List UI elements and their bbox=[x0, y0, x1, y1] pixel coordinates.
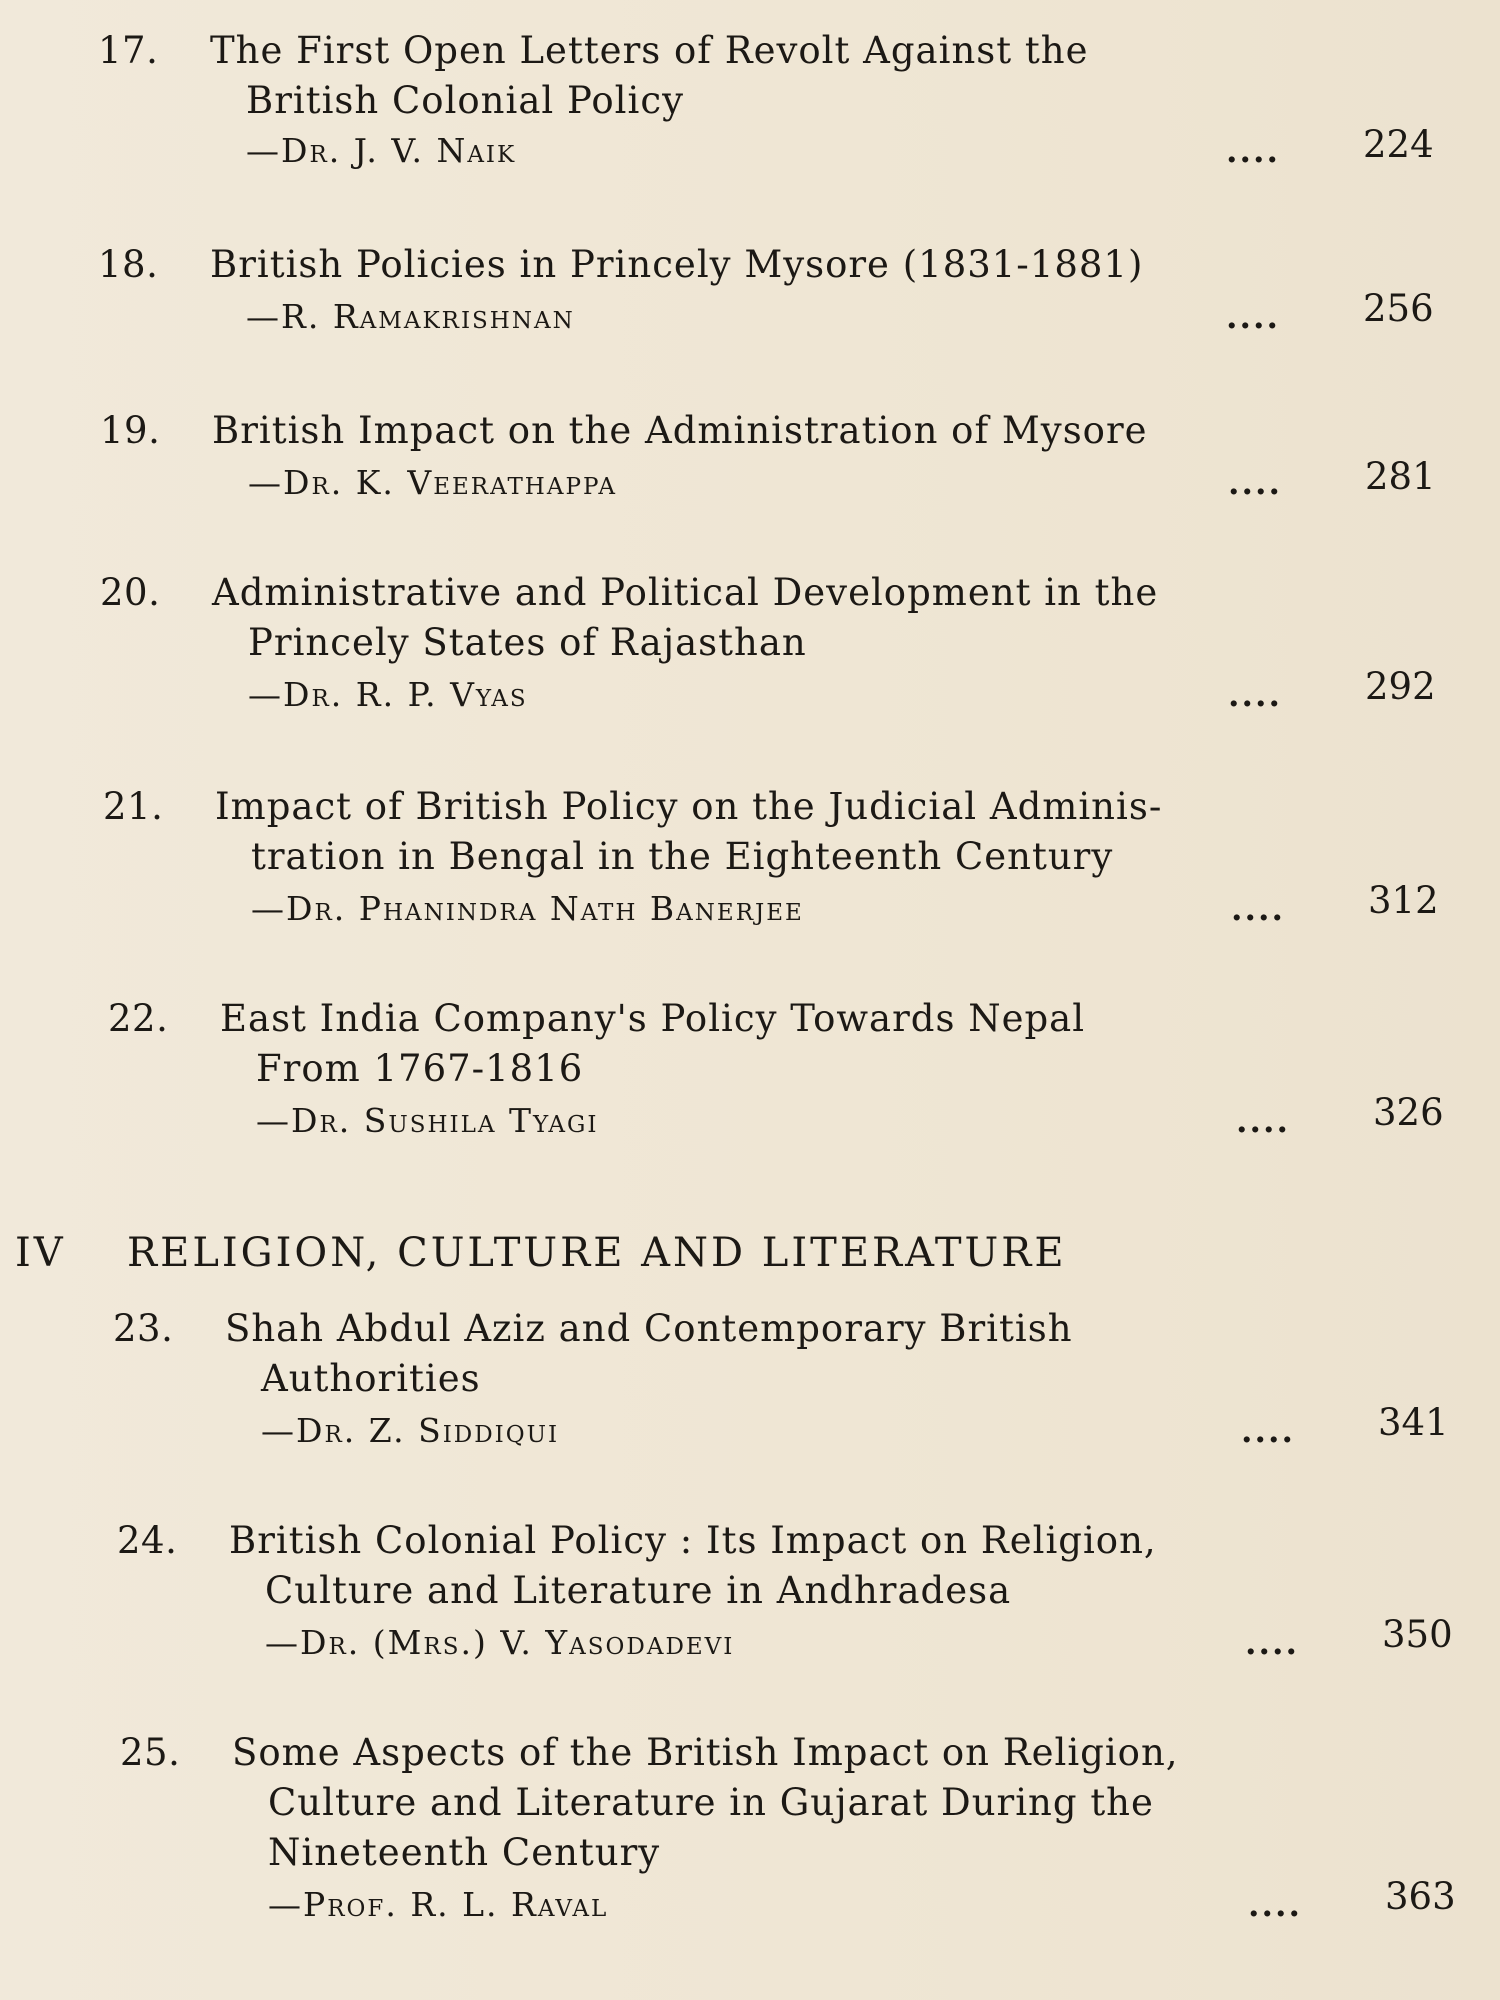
leader-dots: .... bbox=[1236, 1101, 1290, 1140]
entry-author: —Dr. J. V. Naik bbox=[246, 131, 517, 170]
leader-dots: .... bbox=[1241, 1411, 1295, 1450]
entry-number: 23. bbox=[113, 1307, 174, 1350]
entry-author: —Prof. R. L. Raval bbox=[268, 1885, 609, 1924]
page-number: 312 bbox=[1368, 879, 1439, 922]
entry-author: —Dr. Sushila Tyagi bbox=[256, 1101, 599, 1140]
entry-author: —Dr. K. Veerathappa bbox=[248, 463, 617, 502]
entry-title bbox=[232, 1728, 1407, 1878]
title-line: Authorities bbox=[261, 1357, 481, 1400]
title-line: Nineteenth Century bbox=[268, 1831, 661, 1874]
title-line: British Impact on the Administration of Mysore bbox=[212, 409, 1148, 452]
title-line: tration in Bengal in the Eighteenth Century bbox=[251, 835, 1114, 878]
leader-dots: .... bbox=[1228, 463, 1282, 502]
page-number: 363 bbox=[1385, 1875, 1456, 1918]
section-numeral: IV bbox=[15, 1230, 66, 1276]
entry-title bbox=[215, 782, 1390, 882]
entry-number: 24. bbox=[117, 1519, 178, 1562]
entry-title bbox=[225, 1304, 1400, 1404]
entry-title bbox=[210, 26, 1385, 126]
entry-number: 22. bbox=[108, 997, 169, 1040]
section-heading bbox=[15, 1226, 1067, 1280]
entry-number: 25. bbox=[120, 1731, 181, 1774]
entry-number: 20. bbox=[100, 571, 161, 614]
page-number: 281 bbox=[1365, 455, 1436, 498]
entry-number: 21. bbox=[103, 785, 164, 828]
entry-title bbox=[212, 406, 1387, 456]
entry-number: 17. bbox=[98, 29, 159, 72]
page-number: 224 bbox=[1363, 123, 1434, 166]
page-number: 341 bbox=[1378, 1401, 1449, 1444]
leader-dots: .... bbox=[1248, 1885, 1302, 1924]
entry-title bbox=[220, 994, 1395, 1094]
entry-author: —R. Ramakrishnan bbox=[246, 297, 575, 336]
entry-title bbox=[229, 1516, 1404, 1616]
page-number: 292 bbox=[1365, 665, 1436, 708]
entry-title bbox=[210, 240, 1385, 290]
leader-dots: .... bbox=[1226, 131, 1280, 170]
entry-author: —Dr. Phanindra Nath Banerjee bbox=[251, 889, 804, 928]
title-line: British Colonial Policy : Its Impact on Religion, bbox=[229, 1519, 1157, 1562]
entry-author: —Dr. (Mrs.) V. Yasodadevi bbox=[265, 1623, 735, 1662]
title-line: From 1767-1816 bbox=[256, 1047, 584, 1090]
title-line: Impact of British Policy on the Judicial Adminis- bbox=[215, 785, 1163, 828]
title-line: Administrative and Political Development in the bbox=[212, 571, 1159, 614]
title-line: Princely States of Rajasthan bbox=[248, 621, 807, 664]
entry-author: —Dr. R. P. Vyas bbox=[248, 675, 528, 714]
entry-number: 18. bbox=[98, 243, 159, 286]
title-line: British Policies in Princely Mysore (1831-1881) bbox=[210, 243, 1144, 286]
page-number: 256 bbox=[1363, 287, 1434, 330]
entry-number: 19. bbox=[100, 409, 161, 452]
page-number: 326 bbox=[1373, 1091, 1444, 1134]
leader-dots: .... bbox=[1245, 1623, 1299, 1662]
leader-dots: .... bbox=[1228, 675, 1282, 714]
entry-author: —Dr. Z. Siddiqui bbox=[261, 1411, 560, 1450]
page-number: 350 bbox=[1382, 1613, 1453, 1656]
title-line: The First Open Letters of Revolt Against the bbox=[210, 29, 1089, 72]
title-line: Culture and Literature in Gujarat During the bbox=[268, 1781, 1154, 1824]
leader-dots: .... bbox=[1231, 889, 1285, 928]
section-title: RELIGION, CULTURE AND LITERATURE bbox=[127, 1230, 1067, 1276]
title-line: Shah Abdul Aziz and Contemporary British bbox=[225, 1307, 1073, 1350]
title-line: Some Aspects of the British Impact on Religion, bbox=[232, 1731, 1179, 1774]
leader-dots: .... bbox=[1226, 297, 1280, 336]
title-line: Culture and Literature in Andhradesa bbox=[265, 1569, 1012, 1612]
title-line: East India Company's Policy Towards Nepal bbox=[220, 997, 1086, 1040]
entry-title bbox=[212, 568, 1387, 668]
title-line: British Colonial Policy bbox=[246, 79, 684, 122]
